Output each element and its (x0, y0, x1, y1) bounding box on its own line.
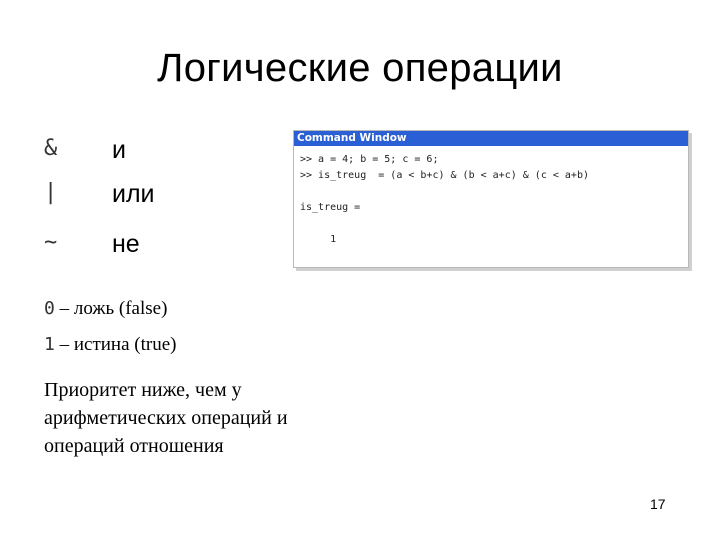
truth-value-false (44, 298, 167, 320)
truth-number: 1 (44, 334, 55, 355)
truth-description: – ложь (false) (54, 298, 168, 319)
precedence-note: Приоритет ниже, чем у арифметических операций и операций отношения (44, 379, 288, 457)
operator-row-not (44, 230, 284, 270)
truth-value-true (44, 334, 176, 356)
command-output-label: is_treug = (300, 202, 361, 213)
operator-meaning: не (112, 230, 140, 258)
truth-description: – истина (true) (54, 334, 177, 355)
operator-symbol: | (44, 180, 58, 205)
command-window-screenshot (293, 130, 689, 268)
operator-meaning: или (112, 180, 155, 208)
operator-row-and (44, 136, 284, 176)
command-output-value: 1 (300, 234, 337, 245)
operator-meaning: и (112, 136, 126, 164)
operator-symbol: & (44, 136, 58, 161)
operator-row-or (44, 180, 284, 220)
truth-number: 0 (44, 298, 55, 319)
page-number: 17 (650, 496, 666, 512)
command-window-title: Command Window (294, 131, 688, 146)
command-line: >> is_treug = (a < b+c) & (b < a+c) & (c < a+b) (300, 170, 589, 181)
slide-title: Логические операции (157, 46, 563, 90)
command-line: >> a = 4; b = 5; c = 6; (300, 154, 439, 165)
operator-symbol: ~ (44, 230, 58, 255)
